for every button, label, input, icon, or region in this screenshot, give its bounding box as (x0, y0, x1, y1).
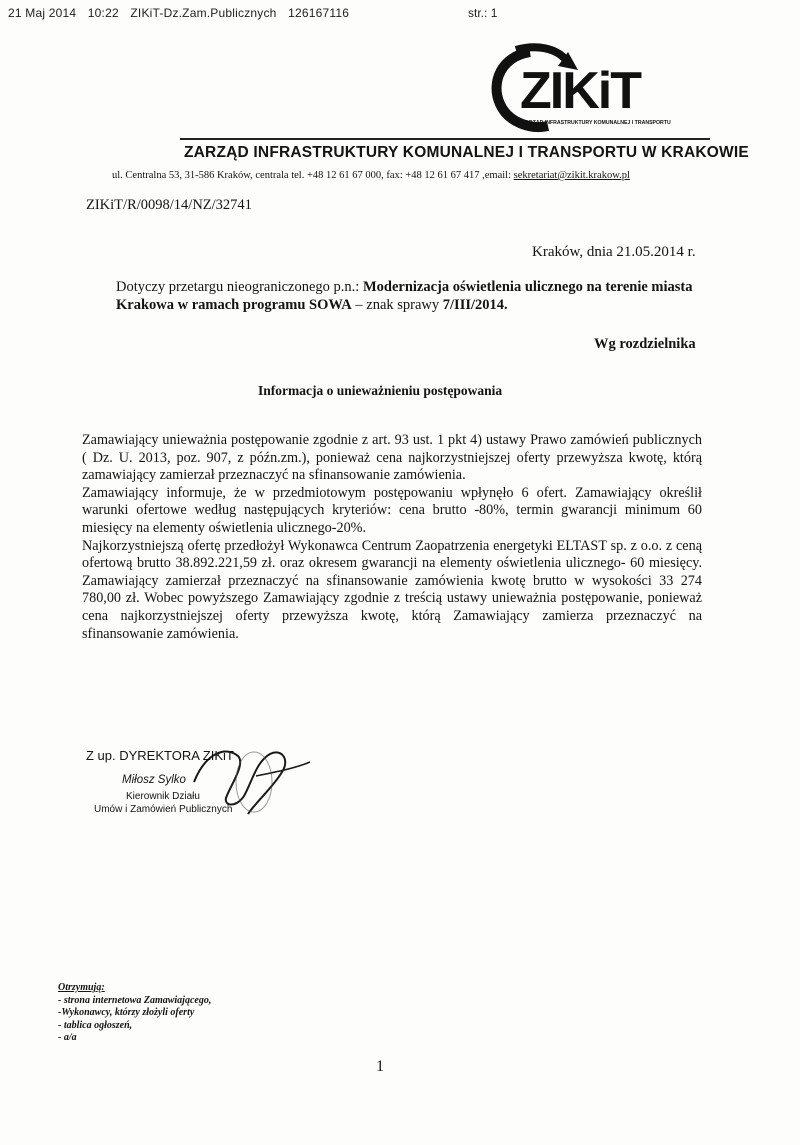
contact-email-link[interactable]: sekretariat@zikit.krakow.pl (513, 170, 630, 181)
body-paragraph-3: Najkorzystniejszą ofertę przedłożył Wykonawca Centrum Zaopatrzenia energetyki ELTAST sp. z o.o. z ceną ofertową brutto 38.892.221,59 zł. oraz okresem gwarancji na elementy oświetlenia ulicznego- 60 miesięcy. Zamawiający zamierzał przeznaczyć na sfinansowanie zamówienia kwotę brutto w wysokości 33 274 780,00 zł. Wobec powyższego Zamawiający zgodnie z treścią ustawy unieważnia postępowanie, ponieważ cena najkorzystniejszej oferty przewyższa kwotę, którą Zamawiający zamierza przeznaczyć na sfinansowanie zamówienia. (82, 537, 702, 642)
recipient: Wg rozdzielnika (594, 336, 696, 352)
distribution-title: Otrzymują: (58, 982, 105, 993)
subject-title: Modernizacja oświetlenia ulicznego na terenie miasta Krakowa w ramach programu SOWA (116, 279, 693, 313)
subject-prefix: Dotyczy przetargu nieograniczonego p.n.: (116, 279, 363, 295)
fax-sender: ZIKiT-Dz.Zam.Publicznych (130, 6, 277, 20)
organization-name: ZARZĄD INFRASTRUKTURY KOMUNALNEJ I TRANSPORTU W KRAKOWIE (184, 144, 749, 161)
logo-text: ZIKiT (520, 62, 640, 120)
logo-tagline: ZARZĄD INFRASTRUKTURY KOMUNALNEJ I TRANSPORTU (522, 120, 671, 126)
fax-time: 10:22 (87, 6, 119, 20)
fax-page-label: str.: (468, 6, 488, 20)
page-number: 1 (376, 1058, 384, 1075)
distribution-item: -Wykonawcy, którzy złożyli oferty (58, 1007, 195, 1018)
body-paragraph-1: Zamawiający unieważnia postępowanie zgodnie z art. 93 ust. 1 pkt 4) ustawy Prawo zamówień publicznych ( Dz. U. 2013, poz. 907, z późn.zm.), ponieważ cena najkorzystniejszej oferty przewyższa kwotę, którą zamawiający zamierzał przeznaczyć na sfinansowanie zamówienia. (82, 432, 702, 484)
body-paragraph-2: Zamawiający informuje, że w przedmiotowym postępowaniu wpłynęło 6 ofert. Zamawiający określił warunki ofertowe według następujących kryteriów: cena brutto -80%, termin gwarancji minimum 60 miesięcy na elementy oświetlenia ulicznego-20%. (82, 484, 702, 536)
zikit-logo-graphic (486, 42, 706, 134)
subject-line (116, 278, 706, 314)
fax-date: 21 Maj 2014 (8, 6, 77, 20)
zikit-logo (486, 42, 706, 134)
distribution-list (58, 982, 211, 1045)
signatory-department: Umów i Zamówień Publicznych (94, 804, 233, 815)
subject-case-number: 7/III/2014. (442, 297, 508, 313)
document-title: Informacja o unieważnieniu postępowania (258, 383, 503, 398)
subject-middle: – znak sprawy (351, 297, 443, 313)
distribution-item: - tablica ogłoszeń, (58, 1019, 133, 1031)
fax-page-value: 1 (490, 6, 498, 20)
signatory-role: Kierownik Działu (126, 791, 200, 802)
distribution-item: - a/a (58, 1032, 77, 1043)
organization-contact (112, 170, 722, 181)
fax-number: 126167116 (288, 6, 350, 20)
header-divider (180, 138, 710, 140)
body-text (82, 432, 702, 643)
reference-number: ZIKiT/R/0098/14/NZ/32741 (86, 197, 252, 213)
place-and-date: Kraków, dnia 21.05.2014 r. (532, 244, 696, 260)
signatory-name: Miłosz Sylko (122, 774, 186, 786)
distribution-item: - strona internetowa Zamawiającego, (58, 994, 212, 1006)
signature-authority: Z up. DYREKTORA ZIKiT (86, 748, 234, 763)
fax-page-indicator (468, 6, 497, 20)
signature-block (86, 748, 286, 828)
contact-address: ul. Centralna 53, 31-586 Kraków, centrala tel. +48 12 61 67 000, fax: +48 12 61 67 417 ,email: (112, 170, 511, 181)
fax-header (8, 6, 357, 20)
